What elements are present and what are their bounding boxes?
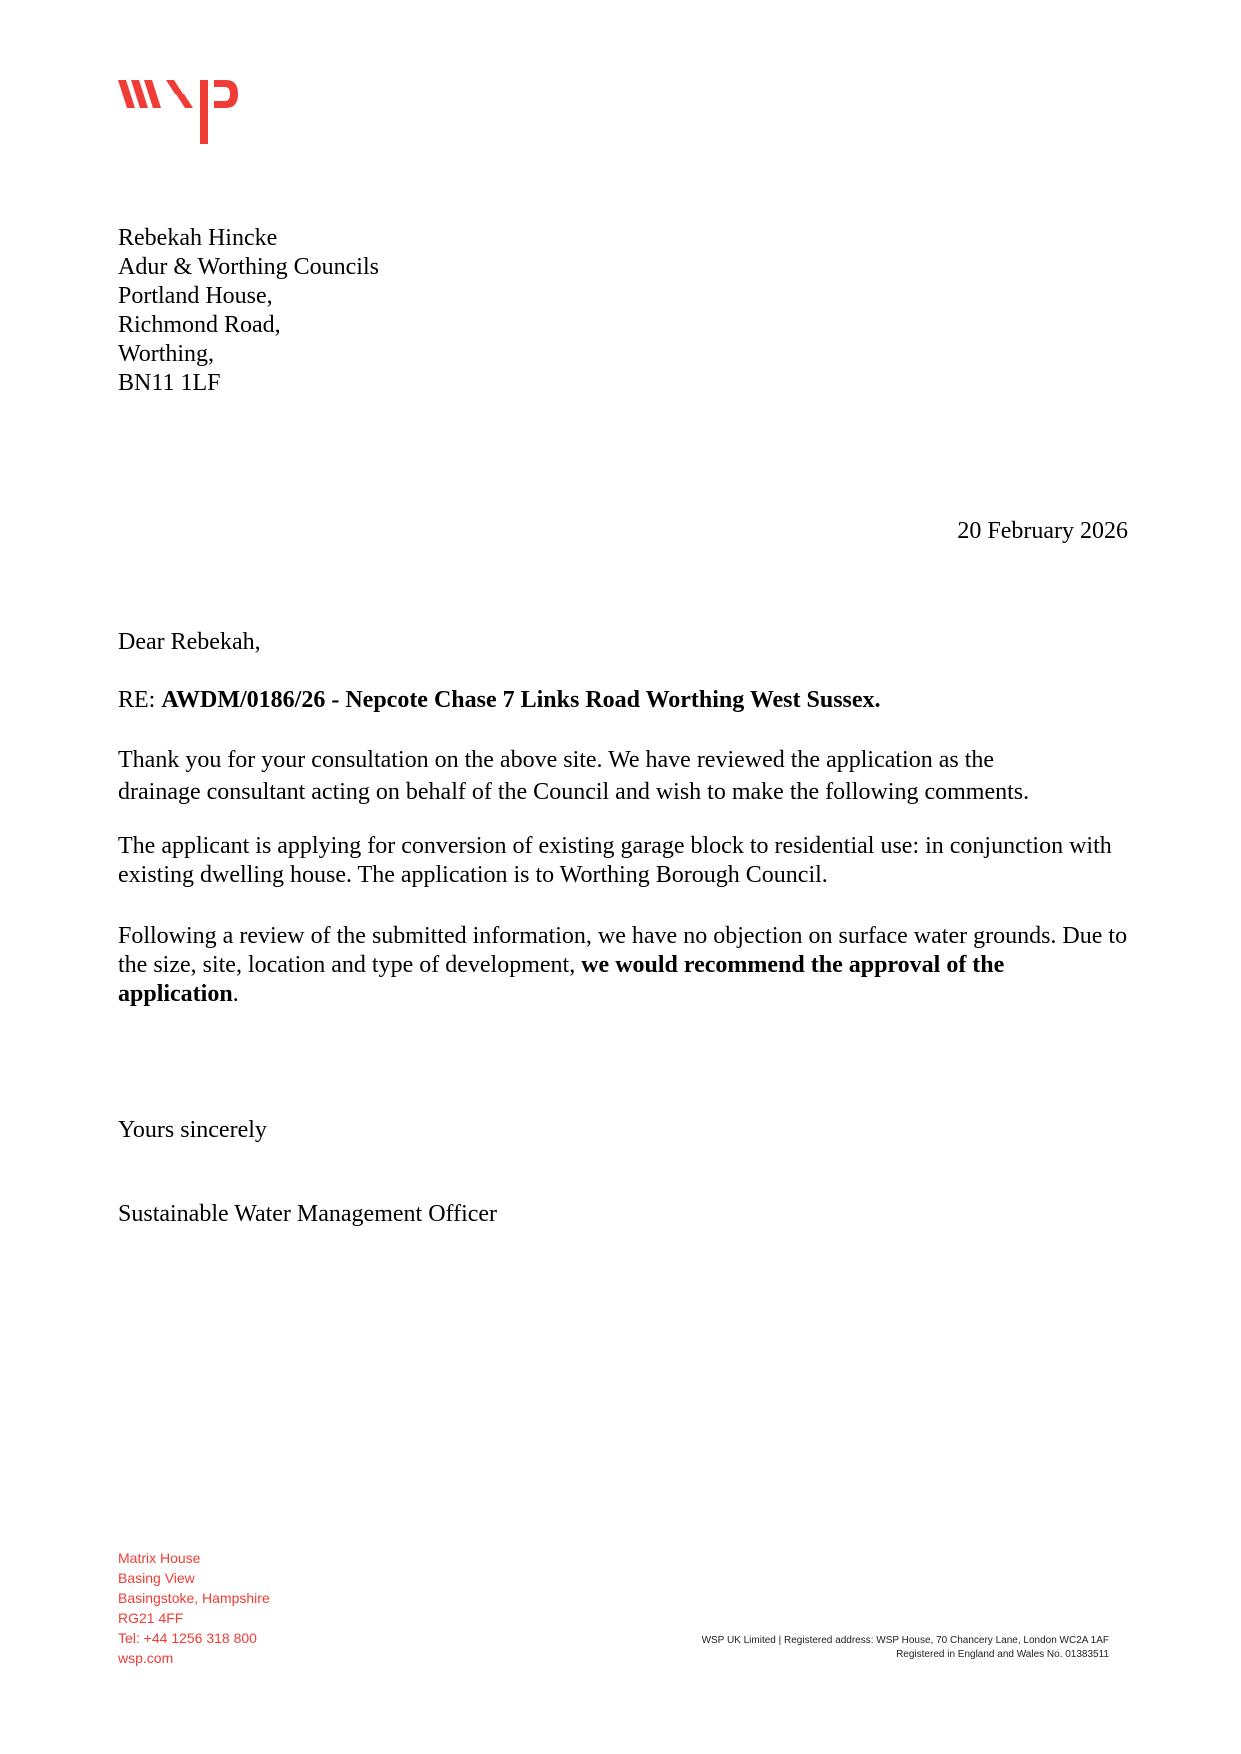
paragraph-consultation-line2: drainage consultant acting on behalf of the Council and wish to make the following comments. xyxy=(118,779,1030,805)
footer-website-link[interactable]: wsp.com xyxy=(118,1650,174,1666)
re-subject: AWDM/0186/26 - Nepcote Chase 7 Links Road Worthing West Sussex. xyxy=(161,687,881,713)
paragraph-consultation xyxy=(118,744,1128,808)
addressee-postcode: BN11 1LF xyxy=(118,370,221,396)
footer-address xyxy=(118,1548,270,1668)
closing: Yours sincerely xyxy=(118,1117,267,1143)
footer-address-line: Matrix House xyxy=(118,1550,201,1566)
wsp-logo xyxy=(118,72,278,152)
re-line xyxy=(118,686,1128,715)
addressee-organisation: Adur & Worthing Councils xyxy=(118,254,379,280)
recommendation-end: . xyxy=(232,981,239,1007)
paragraph-recommendation xyxy=(118,922,1128,1009)
recommendation-text: Following a review of the submitted information, we have no objection on surface water grounds. Due to the size, site, location and type of development, xyxy=(118,923,1128,978)
paragraph-application: The applicant is applying for conversion of existing garage block to residential use: in conjunction with existing dwelling house. The application is to Worthing Borough Council. xyxy=(118,833,1112,888)
letter-date: 20 February 2026 xyxy=(957,518,1128,544)
signatory: Sustainable Water Management Officer xyxy=(118,1201,498,1227)
footer-address-line: Basingstoke, Hampshire xyxy=(118,1590,270,1606)
footer-address-line: Basing View xyxy=(118,1570,195,1586)
addressee-block xyxy=(118,224,379,398)
addressee-street: Richmond Road, xyxy=(118,312,281,338)
recommendation-bold: we would recommend the approval of the application xyxy=(118,952,1005,1007)
paragraph-consultation-line1: Thank you for your consultation on the above site. We have reviewed the application as the xyxy=(118,747,995,773)
footer-address-line: RG21 4FF xyxy=(118,1610,184,1626)
addressee-building: Portland House, xyxy=(118,283,273,309)
addressee-name: Rebekah Hincke xyxy=(118,225,278,251)
footer-legal xyxy=(702,1634,1109,1662)
footer-phone: Tel: +44 1256 318 800 xyxy=(118,1630,257,1646)
re-prefix: RE: xyxy=(118,687,162,713)
addressee-town: Worthing, xyxy=(118,341,215,367)
footer-legal-line1: WSP UK Limited | Registered address: WSP House, 70 Chancery Lane, London WC2A 1AF xyxy=(701,1635,1109,1646)
salutation: Dear Rebekah, xyxy=(118,629,261,655)
footer-legal-line2: Registered in England and Wales No. 01383511 xyxy=(896,1649,1109,1660)
